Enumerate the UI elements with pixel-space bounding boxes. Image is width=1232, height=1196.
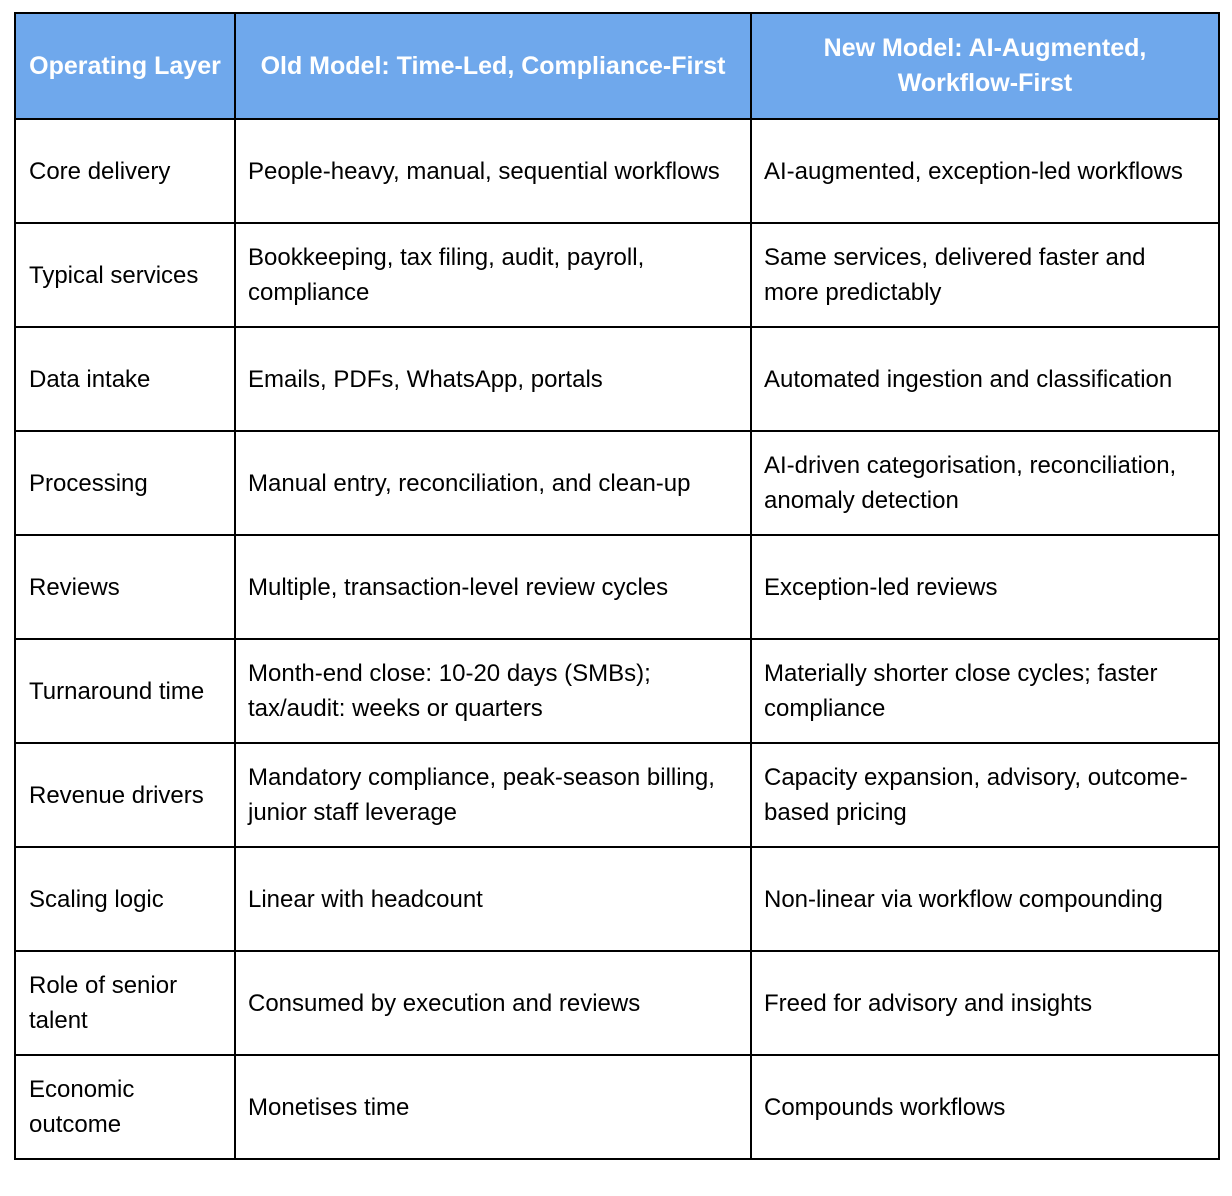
header-operating-layer: Operating Layer	[15, 13, 235, 119]
cell-layer: Typical services	[15, 223, 235, 327]
table-row	[15, 847, 1219, 951]
cell-new: Materially shorter close cycles; faster compliance	[751, 639, 1219, 743]
header-row	[15, 13, 1219, 119]
table-row	[15, 639, 1219, 743]
cell-old: Multiple, transaction-level review cycles	[235, 535, 751, 639]
cell-old: Monetises time	[235, 1055, 751, 1159]
cell-layer: Economic outcome	[15, 1055, 235, 1159]
header-new-model: New Model: AI-Augmented, Workflow-First	[751, 13, 1219, 119]
cell-new: Freed for advisory and insights	[751, 951, 1219, 1055]
cell-old: Linear with headcount	[235, 847, 751, 951]
cell-layer: Role of senior talent	[15, 951, 235, 1055]
cell-layer: Processing	[15, 431, 235, 535]
table-row	[15, 119, 1219, 223]
cell-new: Exception-led reviews	[751, 535, 1219, 639]
cell-new: Capacity expansion, advisory, outcome-based pricing	[751, 743, 1219, 847]
table-row	[15, 1055, 1219, 1159]
cell-old: People-heavy, manual, sequential workflows	[235, 119, 751, 223]
table-row	[15, 431, 1219, 535]
table-row	[15, 535, 1219, 639]
cell-layer: Scaling logic	[15, 847, 235, 951]
cell-layer: Data intake	[15, 327, 235, 431]
cell-old: Emails, PDFs, WhatsApp, portals	[235, 327, 751, 431]
table-row	[15, 223, 1219, 327]
cell-old: Month-end close: 10-20 days (SMBs); tax/audit: weeks or quarters	[235, 639, 751, 743]
cell-layer: Revenue drivers	[15, 743, 235, 847]
cell-layer: Core delivery	[15, 119, 235, 223]
table-row	[15, 951, 1219, 1055]
cell-layer: Reviews	[15, 535, 235, 639]
cell-new: AI-augmented, exception-led workflows	[751, 119, 1219, 223]
cell-new: AI-driven categorisation, reconciliation, anomaly detection	[751, 431, 1219, 535]
cell-new: Same services, delivered faster and more predictably	[751, 223, 1219, 327]
table-row	[15, 327, 1219, 431]
cell-new: Automated ingestion and classification	[751, 327, 1219, 431]
cell-old: Bookkeeping, tax filing, audit, payroll, compliance	[235, 223, 751, 327]
table-row	[15, 743, 1219, 847]
header-old-model: Old Model: Time-Led, Compliance-First	[235, 13, 751, 119]
comparison-table	[14, 12, 1220, 1160]
cell-old: Mandatory compliance, peak-season billing, junior staff leverage	[235, 743, 751, 847]
cell-new: Compounds workflows	[751, 1055, 1219, 1159]
cell-old: Consumed by execution and reviews	[235, 951, 751, 1055]
cell-old: Manual entry, reconciliation, and clean-up	[235, 431, 751, 535]
cell-new: Non-linear via workflow compounding	[751, 847, 1219, 951]
cell-layer: Turnaround time	[15, 639, 235, 743]
